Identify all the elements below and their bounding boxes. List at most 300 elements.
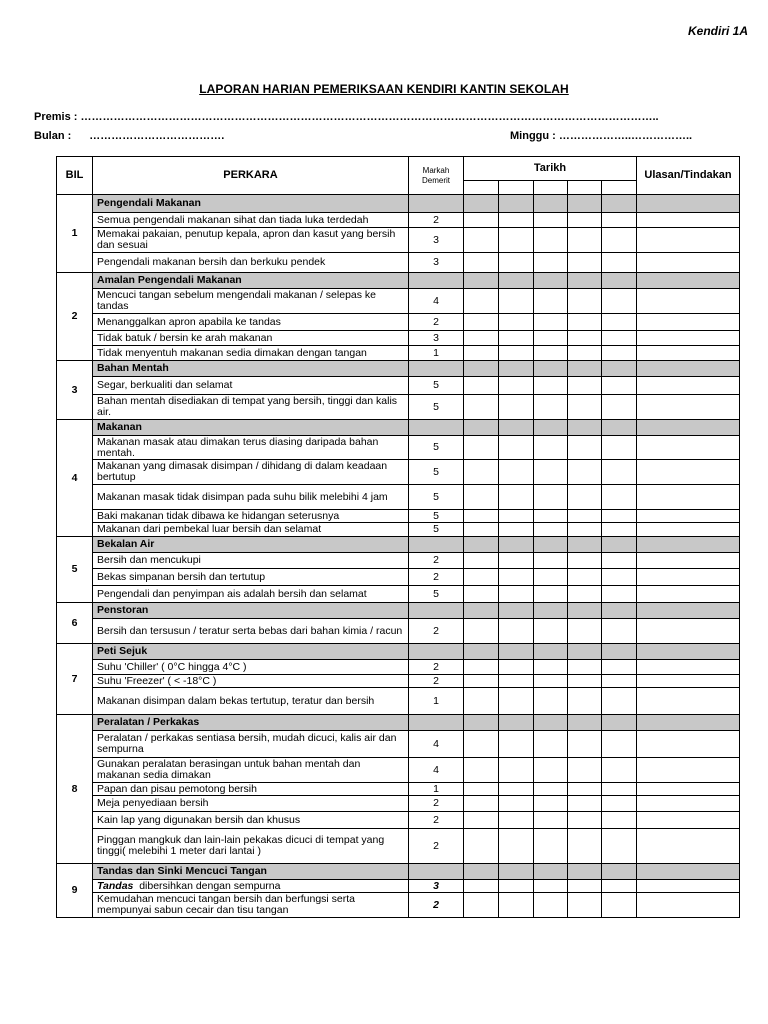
date-check-cell[interactable] (602, 460, 637, 485)
date-check-cell[interactable] (499, 253, 534, 273)
shaded-date-cell (534, 195, 568, 213)
date-check-cell[interactable] (568, 796, 602, 812)
date-check-cell[interactable] (499, 377, 534, 395)
item-description: Bahan mentah disediakan di tempat yang bersih, tinggi dan kalis air. (93, 395, 409, 420)
header-ulasan: Ulasan/Tindakan (637, 157, 740, 195)
date-check-cell[interactable] (602, 289, 637, 314)
date-check-cell[interactable] (499, 510, 534, 523)
item-description: Pengendali makanan bersih dan berkuku pendek (93, 253, 409, 273)
date-check-cell[interactable] (568, 893, 602, 918)
date-check-cell[interactable] (464, 880, 499, 893)
date-check-cell[interactable] (499, 228, 534, 253)
date-check-cell[interactable] (464, 893, 499, 918)
date-check-cell[interactable] (499, 758, 534, 783)
remarks-cell[interactable] (637, 553, 740, 569)
date-check-cell[interactable] (568, 731, 602, 758)
table-row (57, 523, 740, 537)
date-check-cell[interactable] (534, 688, 568, 715)
date-check-cell[interactable] (534, 346, 568, 361)
date-cell[interactable] (534, 181, 568, 195)
date-check-cell[interactable] (464, 523, 499, 537)
section-number: 3 (57, 361, 93, 420)
table-row (57, 395, 740, 420)
date-check-cell[interactable] (602, 377, 637, 395)
date-check-cell[interactable] (534, 731, 568, 758)
section-number: 8 (57, 715, 93, 864)
date-check-cell[interactable] (499, 213, 534, 228)
date-check-cell[interactable] (499, 880, 534, 893)
date-check-cell[interactable] (464, 460, 499, 485)
table-row (57, 893, 740, 918)
date-check-cell[interactable] (568, 213, 602, 228)
shaded-date-cell (499, 195, 534, 213)
date-check-cell[interactable] (534, 485, 568, 510)
demerit-mark: 5 (409, 436, 464, 460)
date-check-cell[interactable] (602, 758, 637, 783)
date-check-cell[interactable] (499, 675, 534, 688)
date-check-cell[interactable] (464, 553, 499, 569)
remarks-cell[interactable] (637, 660, 740, 675)
demerit-mark: 5 (409, 377, 464, 395)
date-check-cell[interactable] (568, 619, 602, 644)
date-check-cell[interactable] (568, 586, 602, 603)
item-description: Papan dan pisau pemotong bersih (93, 783, 409, 796)
table-body (57, 195, 740, 918)
table-row (57, 675, 740, 688)
date-check-cell[interactable] (499, 731, 534, 758)
item-description: Baki makanan tidak dibawa ke hidangan seterusnya (93, 510, 409, 523)
date-check-cell[interactable] (464, 660, 499, 675)
date-check-cell[interactable] (499, 619, 534, 644)
date-check-cell[interactable] (568, 485, 602, 510)
shaded-mark-cell (409, 273, 464, 289)
date-check-cell[interactable] (534, 228, 568, 253)
date-check-cell[interactable] (602, 395, 637, 420)
date-check-cell[interactable] (602, 586, 637, 603)
date-check-cell[interactable] (534, 586, 568, 603)
item-description: Segar, berkualiti dan selamat (93, 377, 409, 395)
date-check-cell[interactable] (568, 880, 602, 893)
item-description: Bersih dan tersusun / teratur serta bebas dari bahan kimia / racun (93, 619, 409, 644)
table-row (57, 619, 740, 644)
shaded-date-cell (464, 537, 499, 553)
date-check-cell[interactable] (499, 812, 534, 829)
shaded-mark-cell (409, 603, 464, 619)
date-check-cell[interactable] (568, 812, 602, 829)
date-check-cell[interactable] (534, 436, 568, 460)
section-number: 9 (57, 864, 93, 918)
minggu-line (510, 130, 692, 142)
date-check-cell[interactable] (602, 228, 637, 253)
date-check-cell[interactable] (568, 253, 602, 273)
date-check-cell[interactable] (464, 314, 499, 331)
date-check-cell[interactable] (464, 675, 499, 688)
remarks-cell[interactable] (637, 880, 740, 893)
date-check-cell[interactable] (568, 228, 602, 253)
section-header-row (57, 273, 740, 289)
date-check-cell[interactable] (534, 829, 568, 864)
item-emphasis: Tandas (97, 879, 134, 892)
shaded-date-cell (534, 864, 568, 880)
date-check-cell[interactable] (568, 510, 602, 523)
date-check-cell[interactable] (534, 523, 568, 537)
table-row (57, 346, 740, 361)
date-check-cell[interactable] (534, 253, 568, 273)
section-header-row (57, 420, 740, 436)
demerit-mark: 5 (409, 586, 464, 603)
shaded-date-cell (464, 420, 499, 436)
minggu-label: Minggu : (510, 130, 556, 142)
shaded-mark-cell (409, 715, 464, 731)
date-check-cell[interactable] (464, 436, 499, 460)
date-cell[interactable] (499, 181, 534, 195)
demerit-mark: 4 (409, 731, 464, 758)
remarks-cell[interactable] (637, 314, 740, 331)
demerit-mark: 2 (409, 796, 464, 812)
date-check-cell[interactable] (602, 675, 637, 688)
date-check-cell[interactable] (602, 523, 637, 537)
date-check-cell[interactable] (534, 377, 568, 395)
item-description: Pinggan mangkuk dan lain-lain pekakas dicuci di tempat yang tinggi( melebihi 1 meter dari lantai ) (93, 829, 409, 864)
date-check-cell[interactable] (464, 395, 499, 420)
remarks-cell[interactable] (637, 893, 740, 918)
table-row (57, 460, 740, 485)
date-check-cell[interactable] (499, 289, 534, 314)
date-check-cell[interactable] (602, 829, 637, 864)
shaded-date-cell (499, 715, 534, 731)
remarks-cell[interactable] (637, 460, 740, 485)
table-row (57, 829, 740, 864)
date-check-cell[interactable] (602, 619, 637, 644)
shaded-date-cell (534, 273, 568, 289)
date-check-cell[interactable] (568, 460, 602, 485)
date-check-cell[interactable] (534, 758, 568, 783)
remarks-cell[interactable] (637, 213, 740, 228)
shaded-date-cell (534, 644, 568, 660)
date-check-cell[interactable] (499, 314, 534, 331)
date-check-cell[interactable] (568, 436, 602, 460)
demerit-mark: 3 (409, 331, 464, 346)
shaded-date-cell (534, 420, 568, 436)
shaded-date-cell (499, 864, 534, 880)
date-check-cell[interactable] (499, 829, 534, 864)
date-check-cell[interactable] (568, 346, 602, 361)
minggu-field[interactable]: ………………..…………….. (558, 130, 693, 142)
shaded-date-cell (602, 644, 637, 660)
shaded-date-cell (602, 864, 637, 880)
item-description: Kemudahan mencuci tangan bersih dan berfungsi serta mempunyai sabun cecair dan tisu tangan (93, 893, 409, 918)
date-check-cell[interactable] (568, 395, 602, 420)
demerit-mark: 3 (409, 253, 464, 273)
date-check-cell[interactable] (602, 314, 637, 331)
section-title: Bahan Mentah (93, 361, 409, 377)
date-check-cell[interactable] (499, 436, 534, 460)
date-check-cell[interactable] (499, 893, 534, 918)
remarks-cell[interactable] (637, 436, 740, 460)
date-cell[interactable] (568, 181, 602, 195)
shaded-date-cell (602, 195, 637, 213)
date-check-cell[interactable] (534, 395, 568, 420)
date-check-cell[interactable] (534, 660, 568, 675)
remarks-cell[interactable] (637, 569, 740, 586)
date-check-cell[interactable] (602, 346, 637, 361)
date-check-cell[interactable] (568, 783, 602, 796)
date-check-cell[interactable] (602, 569, 637, 586)
section-number: 5 (57, 537, 93, 603)
date-check-cell[interactable] (499, 331, 534, 346)
date-check-cell[interactable] (464, 228, 499, 253)
date-check-cell[interactable] (534, 331, 568, 346)
form-code: Kendiri 1A (687, 24, 748, 38)
table-row (57, 758, 740, 783)
shaded-date-cell (568, 864, 602, 880)
section-header-row (57, 195, 740, 213)
remarks-cell[interactable] (637, 228, 740, 253)
shaded-remarks-cell (637, 195, 740, 213)
date-check-cell[interactable] (464, 289, 499, 314)
date-check-cell[interactable] (464, 253, 499, 273)
section-header-row (57, 715, 740, 731)
remarks-cell[interactable] (637, 796, 740, 812)
date-check-cell[interactable] (568, 758, 602, 783)
demerit-mark: 2 (409, 553, 464, 569)
date-check-cell[interactable] (602, 796, 637, 812)
header-bil: BIL (57, 157, 93, 195)
item-description: Memakai pakaian, penutup kepala, apron dan kasut yang bersih dan sesuai (93, 228, 409, 253)
remarks-cell[interactable] (637, 675, 740, 688)
remarks-cell[interactable] (637, 377, 740, 395)
section-header-row (57, 644, 740, 660)
date-check-cell[interactable] (464, 586, 499, 603)
demerit-mark: 1 (409, 346, 464, 361)
table-row (57, 436, 740, 460)
date-check-cell[interactable] (464, 796, 499, 812)
table-row (57, 289, 740, 314)
date-check-cell[interactable] (464, 783, 499, 796)
item-description: Makanan yang dimasak disimpan / dihidang di dalam keadaan bertutup (93, 460, 409, 485)
date-check-cell[interactable] (602, 331, 637, 346)
date-check-cell[interactable] (499, 395, 534, 420)
date-check-cell[interactable] (568, 688, 602, 715)
remarks-cell[interactable] (637, 346, 740, 361)
demerit-mark: 2 (409, 213, 464, 228)
date-check-cell[interactable] (534, 314, 568, 331)
item-description: Makanan masak atau dimakan terus diasing daripada bahan mentah. (93, 436, 409, 460)
section-title: Tandas dan Sinki Mencuci Tangan (93, 864, 409, 880)
table-row (57, 660, 740, 675)
date-check-cell[interactable] (534, 553, 568, 569)
remarks-cell[interactable] (637, 758, 740, 783)
shaded-date-cell (534, 361, 568, 377)
table-row (57, 731, 740, 758)
table-row (57, 569, 740, 586)
date-check-cell[interactable] (568, 569, 602, 586)
shaded-date-cell (499, 361, 534, 377)
item-description: Mencuci tangan sebelum mengendali makanan / selepas ke tandas (93, 289, 409, 314)
demerit-mark: 1 (409, 783, 464, 796)
date-check-cell[interactable] (499, 346, 534, 361)
date-check-cell[interactable] (602, 436, 637, 460)
remarks-cell[interactable] (637, 510, 740, 523)
date-check-cell[interactable] (464, 485, 499, 510)
shaded-remarks-cell (637, 273, 740, 289)
date-check-cell[interactable] (499, 688, 534, 715)
remarks-cell[interactable] (637, 783, 740, 796)
date-check-cell[interactable] (464, 619, 499, 644)
remarks-cell[interactable] (637, 253, 740, 273)
shaded-date-cell (534, 715, 568, 731)
shaded-date-cell (499, 420, 534, 436)
date-check-cell[interactable] (568, 660, 602, 675)
remarks-cell[interactable] (637, 812, 740, 829)
remarks-cell[interactable] (637, 289, 740, 314)
remarks-cell[interactable] (637, 688, 740, 715)
date-check-cell[interactable] (534, 783, 568, 796)
date-check-cell[interactable] (602, 880, 637, 893)
date-check-cell[interactable] (464, 688, 499, 715)
table-row (57, 314, 740, 331)
remarks-cell[interactable] (637, 485, 740, 510)
shaded-mark-cell (409, 420, 464, 436)
remarks-cell[interactable] (637, 731, 740, 758)
date-check-cell[interactable] (568, 314, 602, 331)
date-check-cell[interactable] (602, 213, 637, 228)
table-row (57, 331, 740, 346)
demerit-mark: 2 (409, 812, 464, 829)
section-header-row (57, 361, 740, 377)
date-check-cell[interactable] (534, 569, 568, 586)
item-description: Tidak menyentuh makanan sedia dimakan dengan tangan (93, 346, 409, 361)
date-check-cell[interactable] (499, 485, 534, 510)
date-check-cell[interactable] (499, 523, 534, 537)
date-cell[interactable] (464, 181, 499, 195)
date-check-cell[interactable] (602, 660, 637, 675)
bulan-field[interactable]: ………………………………. (89, 130, 225, 142)
date-check-cell[interactable] (602, 510, 637, 523)
date-check-cell[interactable] (464, 213, 499, 228)
demerit-mark: 5 (409, 395, 464, 420)
demerit-mark: 3 (409, 880, 464, 893)
date-check-cell[interactable] (568, 377, 602, 395)
demerit-mark: 2 (409, 619, 464, 644)
date-check-cell[interactable] (464, 812, 499, 829)
remarks-cell[interactable] (637, 395, 740, 420)
remarks-cell[interactable] (637, 619, 740, 644)
date-check-cell[interactable] (499, 796, 534, 812)
date-check-cell[interactable] (499, 660, 534, 675)
date-check-cell[interactable] (464, 331, 499, 346)
header-perkara: PERKARA (93, 157, 409, 195)
shaded-date-cell (499, 603, 534, 619)
date-check-cell[interactable] (464, 377, 499, 395)
date-check-cell[interactable] (534, 796, 568, 812)
demerit-mark: 4 (409, 758, 464, 783)
header-markah-demerit: Markah Demerit (409, 157, 464, 195)
date-check-cell[interactable] (602, 812, 637, 829)
item-description: Makanan masak tidak disimpan pada suhu bilik melebihi 4 jam (93, 485, 409, 510)
section-header-row (57, 537, 740, 553)
item-description: Bersih dan mencukupi (93, 553, 409, 569)
date-check-cell[interactable] (568, 829, 602, 864)
section-title: Bekalan Air (93, 537, 409, 553)
date-check-cell[interactable] (499, 586, 534, 603)
section-title: Peti Sejuk (93, 644, 409, 660)
remarks-cell[interactable] (637, 331, 740, 346)
shaded-date-cell (464, 361, 499, 377)
date-check-cell[interactable] (464, 510, 499, 523)
remarks-cell[interactable] (637, 829, 740, 864)
date-cell[interactable] (602, 181, 637, 195)
item-description: Suhu 'Chiller' ( 0°C hingga 4°C ) (93, 660, 409, 675)
table-row (57, 510, 740, 523)
premis-field[interactable]: ………………………………………………………………………………………………………………………………………….. (80, 111, 659, 123)
remarks-cell[interactable] (637, 523, 740, 537)
item-description: Makanan dari pembekal luar bersih dan selamat (93, 523, 409, 537)
table-row (57, 228, 740, 253)
date-check-cell[interactable] (568, 675, 602, 688)
remarks-cell[interactable] (637, 586, 740, 603)
demerit-mark: 5 (409, 460, 464, 485)
date-check-cell[interactable] (534, 510, 568, 523)
date-check-cell[interactable] (602, 731, 637, 758)
shaded-date-cell (534, 603, 568, 619)
date-check-cell[interactable] (602, 893, 637, 918)
date-check-cell[interactable] (534, 289, 568, 314)
date-check-cell[interactable] (499, 460, 534, 485)
date-check-cell[interactable] (534, 893, 568, 918)
date-check-cell[interactable] (602, 485, 637, 510)
date-check-cell[interactable] (464, 569, 499, 586)
date-check-cell[interactable] (464, 731, 499, 758)
date-check-cell[interactable] (464, 829, 499, 864)
date-check-cell[interactable] (499, 553, 534, 569)
shaded-date-cell (568, 420, 602, 436)
date-check-cell[interactable] (534, 880, 568, 893)
date-check-cell[interactable] (568, 523, 602, 537)
date-check-cell[interactable] (534, 812, 568, 829)
date-check-cell[interactable] (602, 553, 637, 569)
item-description: Menanggalkan apron apabila ke tandas (93, 314, 409, 331)
item-description: Suhu 'Freezer' ( < -18°C ) (93, 675, 409, 688)
shaded-date-cell (568, 361, 602, 377)
demerit-mark: 3 (409, 228, 464, 253)
date-check-cell[interactable] (499, 569, 534, 586)
table-row (57, 688, 740, 715)
date-check-cell[interactable] (464, 346, 499, 361)
item-description (93, 880, 409, 893)
item-description: Pengendali dan penyimpan ais adalah bersih dan selamat (93, 586, 409, 603)
date-check-cell[interactable] (568, 289, 602, 314)
date-check-cell[interactable] (534, 619, 568, 644)
table-row (57, 485, 740, 510)
section-title: Amalan Pengendali Makanan (93, 273, 409, 289)
date-check-cell[interactable] (464, 758, 499, 783)
date-check-cell[interactable] (568, 553, 602, 569)
date-check-cell[interactable] (602, 688, 637, 715)
date-check-cell[interactable] (568, 331, 602, 346)
item-description: Makanan disimpan dalam bekas tertutup, teratur dan bersih (93, 688, 409, 715)
shaded-mark-cell (409, 195, 464, 213)
date-check-cell[interactable] (499, 783, 534, 796)
date-check-cell[interactable] (534, 675, 568, 688)
date-check-cell[interactable] (534, 460, 568, 485)
demerit-mark: 1 (409, 688, 464, 715)
demerit-mark: 5 (409, 523, 464, 537)
date-check-cell[interactable] (534, 213, 568, 228)
date-check-cell[interactable] (602, 783, 637, 796)
item-description: Peralatan / perkakas sentiasa bersih, mudah dicuci, kalis air dan sempurna (93, 731, 409, 758)
date-check-cell[interactable] (602, 253, 637, 273)
